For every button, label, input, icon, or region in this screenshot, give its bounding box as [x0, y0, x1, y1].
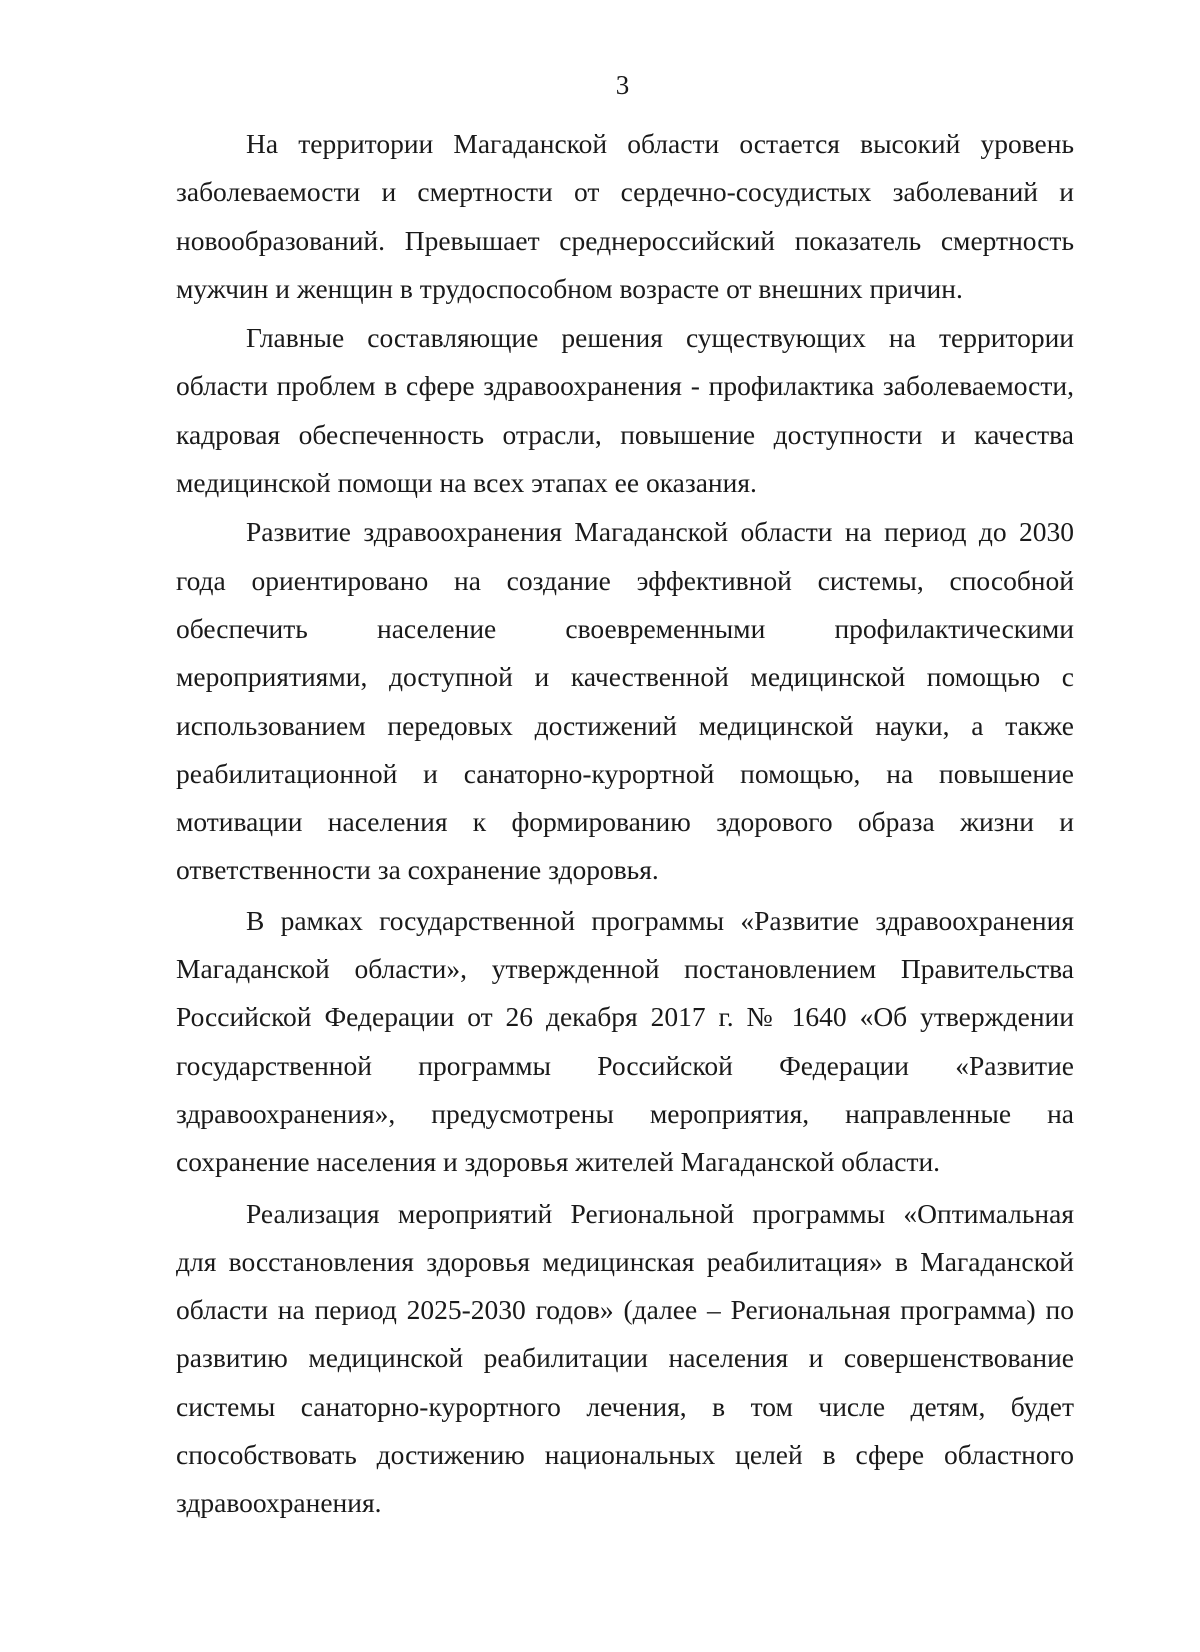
paragraph-morbidity: На территории Магаданской области остается высокий уровень заболеваемости и смертности от сердечно-сосудистых заболеваний и новообразований. Превышает среднероссийский показатель смертность мужчин и женщин в трудоспособном возрасте от внешних причин. [176, 128, 1074, 304]
document-body [176, 120, 1074, 1529]
paragraph-regional-program: Реализация мероприятий Региональной программы «Оптимальная для восстановления здоровья медицинская реабилитация» в Магаданской области на период 2025-2030 годов» (далее – Региональная программа) по развитию медицинской реабилитации населения и совершенствование системы санаторно-курортного лечения, в том числе детям, будет способствовать достижению национальных целей в сфере областного здравоохранения. [176, 1197, 1074, 1519]
page-number: 3 [615, 70, 630, 100]
paragraph-main-components: Главные составляющие решения существующих на территории области проблем в сфере здравоохранения - профилактика заболеваемости, кадровая обеспеченность отрасли, повышение доступности и качества медицинской помощи на всех этапах ее оказания. [176, 322, 1074, 499]
paragraph-development-2030: Развитие здравоохранения Магаданской области на период до 2030 года ориентировано на создание эффективной системы, способной обеспечить население своевременными профилактическими мероприятиями, доступной и качественной медицинской помощью с использованием передовых достижений медицинской науки, а также реабилитационной и санаторно-курортной помощью, на повышение мотивации населения к формированию здорового образа жизни и ответственности за сохранение здоровья. [176, 516, 1074, 886]
paragraph-state-program: В рамках государственной программы «Развитие здравоохранения Магаданской области», утвержденной постановлением Правительства Российской Федерации от 26 декабря 2017 г. № 1640 «Об утверждении государственной программы Российской Федерации «Развитие здравоохранения», предусмотрены мероприятия, направленные на сохранение населения и здоровья жителей Магаданской области. [176, 904, 1074, 1178]
